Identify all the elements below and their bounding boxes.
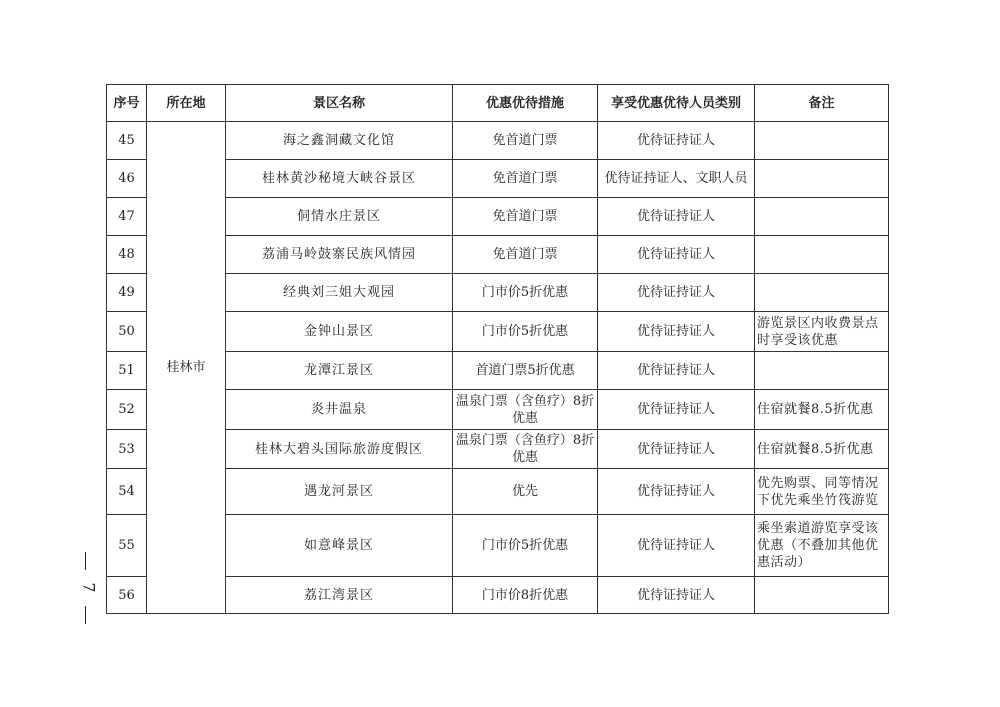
- page-number-marker: [79, 552, 99, 624]
- cell-serial: 46: [107, 160, 147, 198]
- cell-eligible-category: 优待证持证人: [598, 236, 755, 274]
- cell-serial: 49: [107, 274, 147, 312]
- cell-scenic-name: 桂林黄沙秘境大峡谷景区: [226, 160, 453, 198]
- cell-remarks: 乘坐索道游览享受该优惠（不叠加其他优惠活动）: [755, 515, 889, 577]
- cell-remarks: [755, 122, 889, 160]
- header-serial: 序号: [107, 85, 147, 122]
- cell-scenic-name: 经典刘三姐大观园: [226, 274, 453, 312]
- cell-eligible-category: 优待证持证人: [598, 312, 755, 352]
- cell-eligible-category: 优待证持证人: [598, 577, 755, 614]
- table-row: [107, 122, 889, 160]
- cell-location: 桂林市: [147, 122, 226, 614]
- cell-serial: 55: [107, 515, 147, 577]
- cell-eligible-category: 优待证持证人: [598, 430, 755, 469]
- cell-remarks: [755, 198, 889, 236]
- cell-scenic-name: 荔江湾景区: [226, 577, 453, 614]
- cell-scenic-name: 桂林大碧头国际旅游度假区: [226, 430, 453, 469]
- cell-serial: 51: [107, 352, 147, 390]
- cell-remarks: [755, 274, 889, 312]
- cell-eligible-category: 优待证持证人: [598, 469, 755, 515]
- cell-scenic-name: 侗情水庄景区: [226, 198, 453, 236]
- cell-remarks: 住宿就餐8.5折优惠: [755, 390, 889, 430]
- discount-table: [106, 84, 889, 614]
- cell-discount-measure: 温泉门票（含鱼疗）8折优惠: [453, 390, 598, 430]
- cell-remarks: 游览景区内收费景点时享受该优惠: [755, 312, 889, 352]
- cell-serial: 53: [107, 430, 147, 469]
- cell-scenic-name: 遇龙河景区: [226, 469, 453, 515]
- cell-serial: 56: [107, 577, 147, 614]
- cell-discount-measure: 首道门票5折优惠: [453, 352, 598, 390]
- cell-remarks: [755, 160, 889, 198]
- header-discount-measure: 优惠优待措施: [453, 85, 598, 122]
- cell-remarks: [755, 236, 889, 274]
- page-number-dash-bottom: [85, 606, 86, 624]
- cell-serial: 45: [107, 122, 147, 160]
- page-number-dash-top: [85, 552, 86, 570]
- cell-scenic-name: 海之鑫洞藏文化馆: [226, 122, 453, 160]
- header-remarks: 备注: [755, 85, 889, 122]
- cell-discount-measure: 免首道门票: [453, 198, 598, 236]
- cell-scenic-name: 炎井温泉: [226, 390, 453, 430]
- cell-serial: 52: [107, 390, 147, 430]
- cell-serial: 54: [107, 469, 147, 515]
- cell-discount-measure: 门市价5折优惠: [453, 312, 598, 352]
- cell-remarks: [755, 352, 889, 390]
- cell-serial: 50: [107, 312, 147, 352]
- table-header-row: [107, 85, 889, 122]
- page-number: 7: [79, 582, 99, 593]
- cell-discount-measure: 免首道门票: [453, 236, 598, 274]
- cell-discount-measure: 免首道门票: [453, 122, 598, 160]
- cell-remarks: [755, 577, 889, 614]
- cell-discount-measure: 门市价5折优惠: [453, 515, 598, 577]
- header-scenic-name: 景区名称: [226, 85, 453, 122]
- cell-discount-measure: 门市价8折优惠: [453, 577, 598, 614]
- cell-eligible-category: 优待证持证人: [598, 515, 755, 577]
- cell-discount-measure: 门市价5折优惠: [453, 274, 598, 312]
- cell-eligible-category: 优待证持证人: [598, 390, 755, 430]
- cell-discount-measure: 免首道门票: [453, 160, 598, 198]
- cell-scenic-name: 如意峰景区: [226, 515, 453, 577]
- cell-eligible-category: 优待证持证人: [598, 122, 755, 160]
- cell-discount-measure: 优先: [453, 469, 598, 515]
- cell-discount-measure: 温泉门票（含鱼疗）8折优惠: [453, 430, 598, 469]
- cell-serial: 47: [107, 198, 147, 236]
- cell-scenic-name: 荔浦马岭鼓寨民族风情园: [226, 236, 453, 274]
- header-location: 所在地: [147, 85, 226, 122]
- header-eligible-category: 享受优惠优待人员类别: [598, 85, 755, 122]
- cell-eligible-category: 优待证持证人、文职人员: [598, 160, 755, 198]
- cell-remarks: 住宿就餐8.5折优惠: [755, 430, 889, 469]
- cell-eligible-category: 优待证持证人: [598, 198, 755, 236]
- cell-eligible-category: 优待证持证人: [598, 274, 755, 312]
- cell-scenic-name: 金钟山景区: [226, 312, 453, 352]
- cell-scenic-name: 龙潭江景区: [226, 352, 453, 390]
- cell-serial: 48: [107, 236, 147, 274]
- cell-eligible-category: 优待证持证人: [598, 352, 755, 390]
- cell-remarks: 优先购票、同等情况下优先乘坐竹筏游览: [755, 469, 889, 515]
